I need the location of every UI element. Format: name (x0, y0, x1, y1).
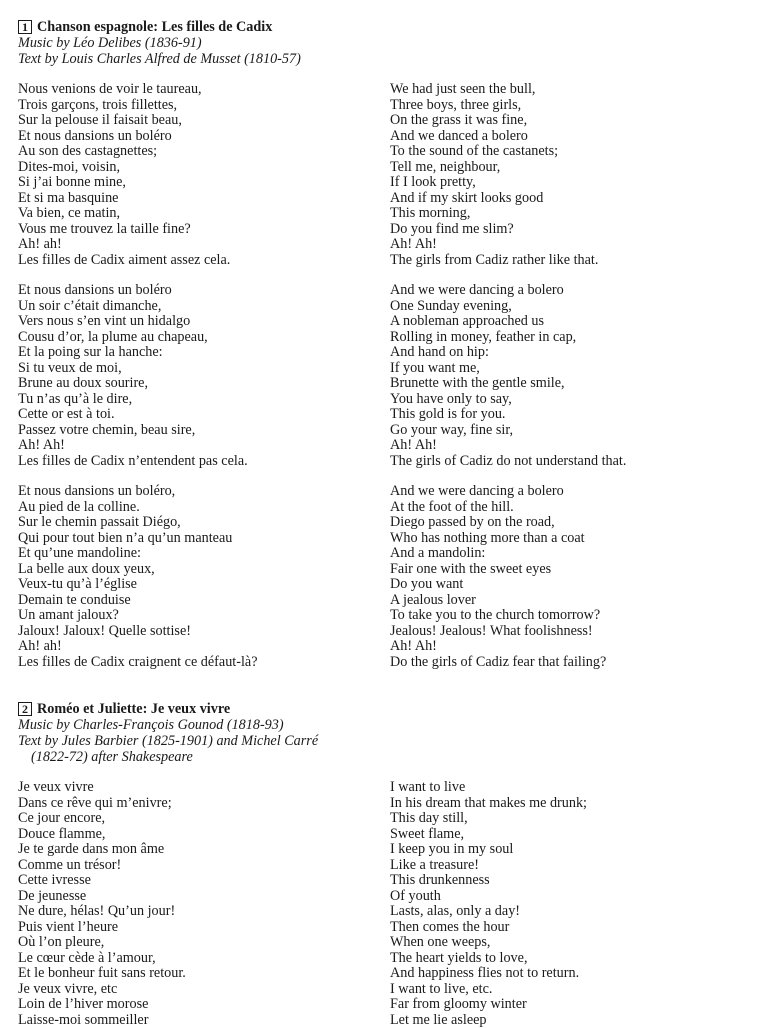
french-lyric-line: Et la poing sur la hanche: (18, 345, 390, 361)
english-lyric-line: Far from gloomy winter (390, 997, 758, 1013)
french-lyric-line: Jaloux! Jaloux! Quelle sottise! (18, 624, 390, 640)
english-lyric-line: A nobleman approached us (390, 314, 758, 330)
french-lyric-line: Où l’on pleure, (18, 935, 390, 951)
english-lyric-line: At the foot of the hill. (390, 500, 758, 516)
text-credit: Text by Louis Charles Alfred de Musset (1810-57) (18, 51, 758, 67)
english-lyric-line: When one weeps, (390, 935, 758, 951)
french-lyric-line: Va bien, ce matin, (18, 206, 390, 222)
english-translation-column (390, 484, 758, 670)
french-lyric-line: Ne dure, hélas! Qu’un jour! (18, 904, 390, 920)
stanza-list (18, 82, 758, 670)
english-lyric-line: And we danced a bolero (390, 129, 758, 145)
french-lyrics-column (18, 82, 390, 268)
english-lyric-line: This day still, (390, 811, 758, 827)
song-section-1 (18, 19, 758, 670)
english-lyric-line: On the grass it was fine, (390, 113, 758, 129)
english-lyric-line: This morning, (390, 206, 758, 222)
music-credit: Music by Léo Delibes (1836-91) (18, 35, 758, 51)
french-lyric-line: Laisse-moi sommeiller (18, 1013, 390, 1028)
song-number-badge: 2 (18, 702, 32, 716)
french-lyric-line: Dans ce rêve qui m’enivre; (18, 796, 390, 812)
english-lyric-line: Let me lie asleep (390, 1013, 758, 1028)
english-lyric-line: If I look pretty, (390, 175, 758, 191)
french-lyric-line: Passez votre chemin, beau sire, (18, 423, 390, 439)
french-lyric-line: Cette or est à toi. (18, 407, 390, 423)
french-lyric-line: Si tu veux de moi, (18, 361, 390, 377)
english-lyric-line: Brunette with the gentle smile, (390, 376, 758, 392)
text-credit: Text by Jules Barbier (1825-1901) and Michel Carré (18, 733, 758, 749)
french-lyric-line: Un soir c’était dimanche, (18, 299, 390, 315)
french-lyric-line: Le cœur cède à l’amour, (18, 951, 390, 967)
french-lyric-line: Et nous dansions un boléro (18, 129, 390, 145)
english-lyric-line: Who has nothing more than a coat (390, 531, 758, 547)
english-lyric-line: This gold is for you. (390, 407, 758, 423)
english-lyric-line: The girls of Cadiz do not understand that. (390, 454, 758, 470)
english-lyric-line: Ah! Ah! (390, 438, 758, 454)
english-lyric-line: And we were dancing a bolero (390, 283, 758, 299)
french-lyrics-column (18, 283, 390, 469)
english-lyric-line: If you want me, (390, 361, 758, 377)
stanza (18, 283, 758, 469)
stanza (18, 780, 758, 1028)
song-title: Roméo et Juliette: Je veux vivre (37, 701, 230, 717)
song-number-badge: 1 (18, 20, 32, 34)
english-lyric-line: Sweet flame, (390, 827, 758, 843)
french-lyric-line: Cousu d’or, la plume au chapeau, (18, 330, 390, 346)
english-lyric-line: Do the girls of Cadiz fear that failing? (390, 655, 758, 671)
english-lyric-line: And we were dancing a bolero (390, 484, 758, 500)
english-lyric-line: In his dream that makes me drunk; (390, 796, 758, 812)
english-lyric-line: Jealous! Jealous! What foolishness! (390, 624, 758, 640)
french-lyric-line: Brune au doux sourire, (18, 376, 390, 392)
french-lyric-line: Si j’ai bonne mine, (18, 175, 390, 191)
french-lyric-line: Ah! ah! (18, 639, 390, 655)
french-lyric-line: Je te garde dans mon âme (18, 842, 390, 858)
french-lyric-line: Je veux vivre (18, 780, 390, 796)
french-lyric-line: Douce flamme, (18, 827, 390, 843)
english-lyric-line: Fair one with the sweet eyes (390, 562, 758, 578)
french-lyric-line: Les filles de Cadix aiment assez cela. (18, 253, 390, 269)
french-lyric-line: Un amant jaloux? (18, 608, 390, 624)
french-lyric-line: La belle aux doux yeux, (18, 562, 390, 578)
french-lyric-line: Loin de l’hiver morose (18, 997, 390, 1013)
text-credit-continued: (1822-72) after Shakespeare (18, 749, 758, 765)
english-lyric-line: Like a treasure! (390, 858, 758, 874)
song-title-line (18, 19, 758, 35)
english-lyric-line: Ah! Ah! (390, 639, 758, 655)
english-lyric-line: You have only to say, (390, 392, 758, 408)
french-lyrics-column (18, 484, 390, 670)
song-title-line (18, 701, 758, 717)
english-lyric-line: Of youth (390, 889, 758, 905)
english-lyric-line: To the sound of the castanets; (390, 144, 758, 160)
french-lyric-line: Demain te conduise (18, 593, 390, 609)
french-lyric-line: Et nous dansions un boléro (18, 283, 390, 299)
french-lyrics-column (18, 780, 390, 1028)
english-lyric-line: And hand on hip: (390, 345, 758, 361)
english-lyric-line: Do you want (390, 577, 758, 593)
french-lyric-line: Trois garçons, trois fillettes, (18, 98, 390, 114)
french-lyric-line: Vous me trouvez la taille fine? (18, 222, 390, 238)
english-lyric-line: I keep you in my soul (390, 842, 758, 858)
french-lyric-line: Vers nous s’en vint un hidalgo (18, 314, 390, 330)
english-translation-column (390, 780, 758, 1028)
english-lyric-line: Go your way, fine sir, (390, 423, 758, 439)
french-lyric-line: Ah! Ah! (18, 438, 390, 454)
english-lyric-line: One Sunday evening, (390, 299, 758, 315)
french-lyric-line: Comme un trésor! (18, 858, 390, 874)
english-lyric-line: To take you to the church tomorrow? (390, 608, 758, 624)
french-lyric-line: Je veux vivre, etc (18, 982, 390, 998)
song-section-2 (18, 701, 758, 1028)
french-lyric-line: Ce jour encore, (18, 811, 390, 827)
english-lyric-line: Lasts, alas, only a day! (390, 904, 758, 920)
english-lyric-line: I want to live (390, 780, 758, 796)
french-lyric-line: Puis vient l’heure (18, 920, 390, 936)
french-lyric-line: Veux-tu qu’à l’église (18, 577, 390, 593)
french-lyric-line: Cette ivresse (18, 873, 390, 889)
stanza-list (18, 780, 758, 1028)
english-lyric-line: Diego passed by on the road, (390, 515, 758, 531)
french-lyric-line: Et nous dansions un boléro, (18, 484, 390, 500)
french-lyric-line: Et le bonheur fuit sans retour. (18, 966, 390, 982)
english-lyric-line: The heart yields to love, (390, 951, 758, 967)
english-lyric-line: The girls from Cadiz rather like that. (390, 253, 758, 269)
english-translation-column (390, 82, 758, 268)
stanza (18, 484, 758, 670)
english-lyric-line: We had just seen the bull, (390, 82, 758, 98)
french-lyric-line: Ah! ah! (18, 237, 390, 253)
french-lyric-line: Au pied de la colline. (18, 500, 390, 516)
music-credit: Music by Charles-François Gounod (1818-93) (18, 717, 758, 733)
french-lyric-line: Nous venions de voir le taureau, (18, 82, 390, 98)
english-lyric-line: A jealous lover (390, 593, 758, 609)
french-lyric-line: Les filles de Cadix n’entendent pas cela. (18, 454, 390, 470)
english-lyric-line: And if my skirt looks good (390, 191, 758, 207)
french-lyric-line: Sur le chemin passait Diégo, (18, 515, 390, 531)
english-lyric-line: And happiness flies not to return. (390, 966, 758, 982)
french-lyric-line: Sur la pelouse il faisait beau, (18, 113, 390, 129)
stanza (18, 82, 758, 268)
english-lyric-line: And a mandolin: (390, 546, 758, 562)
english-lyric-line: Do you find me slim? (390, 222, 758, 238)
english-lyric-line: This drunkenness (390, 873, 758, 889)
french-lyric-line: De jeunesse (18, 889, 390, 905)
song-title: Chanson espagnole: Les filles de Cadix (37, 19, 272, 35)
english-lyric-line: Then comes the hour (390, 920, 758, 936)
french-lyric-line: Dites-moi, voisin, (18, 160, 390, 176)
english-translation-column (390, 283, 758, 469)
english-lyric-line: Tell me, neighbour, (390, 160, 758, 176)
english-lyric-line: Three boys, three girls, (390, 98, 758, 114)
english-lyric-line: Rolling in money, feather in cap, (390, 330, 758, 346)
french-lyric-line: Au son des castagnettes; (18, 144, 390, 160)
english-lyric-line: Ah! Ah! (390, 237, 758, 253)
french-lyric-line: Et qu’une mandoline: (18, 546, 390, 562)
english-lyric-line: I want to live, etc. (390, 982, 758, 998)
french-lyric-line: Qui pour tout bien n’a qu’un manteau (18, 531, 390, 547)
french-lyric-line: Et si ma basquine (18, 191, 390, 207)
french-lyric-line: Les filles de Cadix craignent ce défaut-là? (18, 655, 390, 671)
french-lyric-line: Tu n’as qu’à le dire, (18, 392, 390, 408)
